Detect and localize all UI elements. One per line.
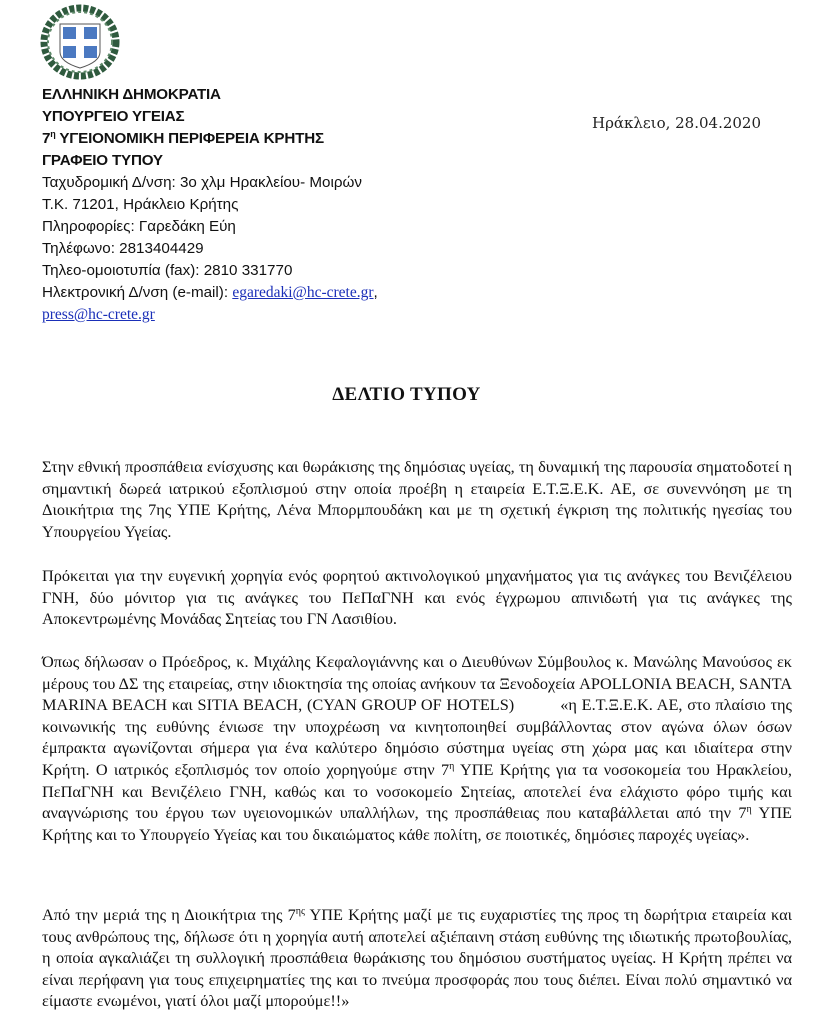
org-ministry: ΥΠΟΥΡΓΕΙΟ ΥΓΕΙΑΣ (42, 108, 185, 125)
letterhead (42, 84, 378, 326)
greek-coat-of-arms-icon (38, 2, 122, 82)
org-region-name: ΥΓΕΙΟΝΟΜΙΚΗ ΠΕΡΙΦΕΡΕΙΑ ΚΡΗΤΗΣ (59, 130, 324, 147)
paragraph-4-a: Από την μεριά της η Διοικήτρια της 7 (42, 905, 296, 924)
paragraph-4-b: ΥΠΕ Κρήτης μαζί με τις ευχαριστίες της προς τη δωρήτρια εταιρεία και τους ανθρώπους της, δήλωσε ότι η χορηγία αυτή αποτελεί αξιέπαινη στάση ευθύνης της ιδιωτικής πρωτοβουλίας, η οποία αγκαλιάζει τη συλλογική προσπάθεια θωράκισης του δημόσιου συστήματος υγείας. Η Κρήτη πρέπει να είναι περήφανη για τους επιχειρηματίες της και το πνεύμα προσφοράς που τους διέπει. Είναι πολύ σημαντικό να είμαστε ενωμένοι, γιατί όλοι μαζί μπορούμε!!» (42, 905, 792, 1011)
phone-line: Τηλέφωνο: 2813404429 (42, 240, 204, 257)
paragraph-3-quote-a: «η Ε.Τ.Ξ.Ε.Κ. ΑΕ, στο πλαίσιο της κοινωνικής της ευθύνης ένιωσε την υποχρέωση να κινητοποιηθεί συμβάλλοντας στον αγώνα όλων όσων έμπρακτα αγωνίζονται σήμερα για ένα καλύτερο δημόσιο σύστημα υγείας στη χώρα μας και ιδιαίτερα στην Κρήτη. Ο ιατρικός εξοπλισμός τον οποίο χορηγούμε στην 7 (42, 695, 792, 779)
paragraph-2: Πρόκειται για την ευγενική χορηγία ενός φορητού ακτινολογικού μηχανήματος για τις ανάγκες του Βενιζέλειου ΓΝΗ, δύο μόνιτορ για τις ανάγκες του ΠεΠαΓΝΗ και ενός έγχρωμου απινιδωτή για τις ανάγκες της Αποκεντρωμένης Μονάδας Σητείας του ΓΝ Λασιθίου. (42, 566, 792, 629)
org-country: ΕΛΛΗΝΙΚΗ ΔΗΜΟΚΡΑΤΙΑ (42, 86, 221, 103)
document-title: ΔΕΛΤΙΟ ΤΥΠΟΥ (332, 384, 481, 405)
email-line (42, 282, 378, 304)
paragraph-3-quote-c: ΥΠΕ Κρήτης και το Υπουργείο Υγείας και του δικαιώματος κάθε πολίτη, σε ποιοτικές, δημόσιες παροχές υγείας». (42, 803, 792, 844)
email-label: Ηλεκτρονική Δ/νση (e-mail): (42, 284, 233, 301)
fax-line: Τηλεο-ομοιοτυπία (fax): 2810 331770 (42, 262, 293, 279)
superscript: η (746, 804, 752, 816)
address-line: Ταχυδρομική Δ/νση: 3ο χλμ Ηρακλείου- Μοιρών (42, 174, 362, 191)
date-line: Ηράκλειο, 28.04.2020 (592, 114, 762, 132)
paragraph-3 (42, 651, 792, 845)
paragraph-3-intro: Όπως δήλωσαν ο Πρόεδρος, κ. Μιχάλης Κεφαλογιάννης και ο Διευθύνων Σύμβουλος κ. Μανώλης Μανούσος εκ μέρους του ΔΣ της εταιρείας, στην ιδιοκτησία της οποίας ανήκουν τα Ξενοδοχεία APOLLONIA BEACH, SANTA MARINA BEACH και SITIA BEACH, (CYAN GROUP OF HOTELS) (42, 652, 792, 715)
org-region (42, 128, 378, 150)
superscript: ης (295, 906, 305, 917)
email-link-2[interactable]: press@hc-crete.gr (42, 306, 155, 323)
info-line: Πληροφορίες: Γαρεδάκη Εύη (42, 218, 236, 235)
paragraph-4 (42, 904, 792, 1012)
org-office: ΓΡΑΦΕΙΟ ΤΥΠΟΥ (42, 152, 163, 169)
org-region-sup: η (50, 129, 56, 139)
email-link-1[interactable]: egaredaki@hc-crete.gr (232, 284, 374, 301)
email-separator: , (373, 284, 378, 301)
email-line-2 (42, 304, 378, 326)
org-region-number: 7 (42, 130, 51, 147)
paragraph-1: Στην εθνική προσπάθεια ενίσχυσης και θωράκισης της δημόσιας υγείας, τη δυναμική της παρουσία σηματοδοτεί η σημαντική δωρεά ιατρικού εξοπλισμού στην οποία προέβη η εταιρεία Ε.Τ.Ξ.Ε.Κ. ΑΕ, σε συνεννόηση με τη Διοικήτρια της 7ης ΥΠΕ Κρήτης, Λένα Μπορμπουδάκη και με τη σχετική έγκριση της πολιτικής ηγεσίας του Υπουργείου Υγείας. (42, 457, 792, 541)
paragraph-3-quote-b: ΥΠΕ Κρήτης για τα νοσοκομεία του Ηρακλείου, ΠεΠαΓΝΗ και Βενιζέλειο ΓΝΗ, καθώς και το νοσοκομείο Σητείας, αποτελεί ένα ελάχιστο φόρο τιμής και αναγνώρισης του έργου των υγειονομικών υπαλλήλων, της προσπάθειας που καταβάλλεται από την 7 (42, 759, 792, 823)
postal-line: Τ.Κ. 71201, Ηράκλειο Κρήτης (42, 196, 239, 213)
superscript: η (449, 760, 455, 772)
